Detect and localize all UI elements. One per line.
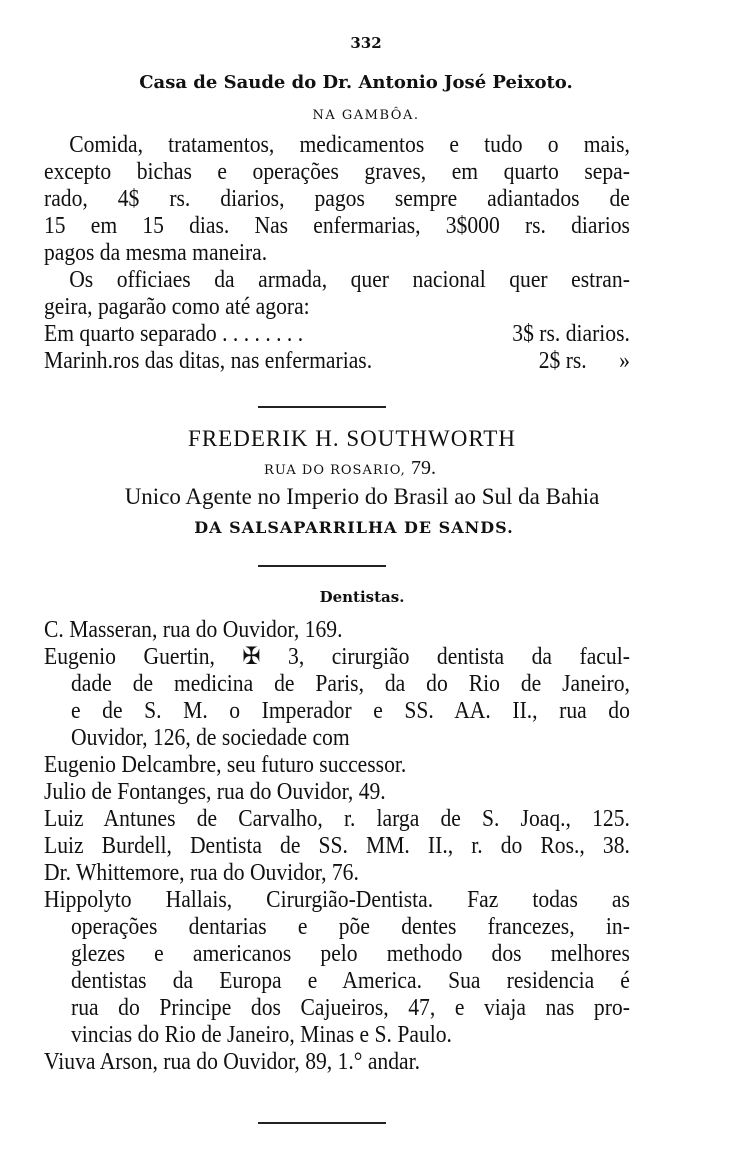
list-item-cont: rua do Principe dos Cajueiros, 47, e viaja nas pro- (71, 995, 630, 1021)
street: RUA DO ROSARIO, (264, 463, 406, 478)
divider (258, 565, 386, 567)
list-item-cont: dade de medicina de Paris, da do Rio de Janeiro, (71, 671, 630, 697)
southworth-product: DA SALSAPARRILHA DE SANDS. (194, 518, 514, 537)
casa-subtitle: NA GAMBÔA. (312, 108, 420, 123)
page-number: 332 (350, 34, 382, 52)
street-number: 79. (410, 457, 436, 479)
divider (258, 1122, 386, 1124)
text-line: Os officiaes da armada, quer nacional quer estran- (69, 267, 630, 293)
list-item: C. Masseran, rua do Ouvidor, 169. (44, 617, 343, 643)
list-item: Luiz Burdell, Dentista de SS. MM. II., r. do Ros., 38. (44, 833, 630, 859)
dentistas-heading: Dentistas. (319, 588, 405, 606)
list-item-cont: Ouvidor, 126, de sociedade com (71, 725, 350, 751)
list-item: Luiz Antunes de Carvalho, r. larga de S. Joaq., 125. (44, 806, 630, 832)
list-item: Dr. Whittemore, rua do Ouvidor, 76. (44, 860, 359, 886)
rate-value: 2$ rs. » (538, 348, 630, 374)
text-line: geira, pagarão como até agora: (44, 294, 310, 320)
text-line: Comida, tratamentos, medicamentos e tudo o mais, (69, 132, 630, 158)
list-item: Hippolyto Hallais, Cirurgião-Dentista. Faz todas as (44, 887, 630, 913)
list-item: Julio de Fontanges, rua do Ouvidor, 49. (44, 779, 386, 805)
rate-row (44, 348, 630, 375)
text-line: excepto bichas e operações graves, em quarto sepa- (44, 159, 630, 185)
rate-label: Em quarto separado . . . . . . . . (44, 321, 304, 347)
text-line: 15 em 15 dias. Nas enfermarias, 3$000 rs. diarios (44, 213, 630, 239)
rate-label: Marinh.ros das ditas, nas enfermarias. (44, 348, 373, 374)
rate-value: 3$ rs. diarios. (512, 321, 630, 347)
list-item-cont: e de S. M. o Imperador e SS. AA. II., rua do (71, 698, 630, 724)
casa-paragraph (44, 132, 630, 375)
list-item: Eugenio Delcambre, seu futuro successor. (44, 752, 407, 778)
southworth-name: FREDERIK H. SOUTHWORTH (188, 426, 516, 451)
list-item: Eugenio Guertin, ✠ 3, cirurgião dentista da facul- (44, 644, 630, 670)
list-item-cont: operações dentarias e põe dentes francezes, in- (71, 914, 630, 940)
text-line: rado, 4$ rs. diarios, pagos sempre adiantados de (44, 186, 630, 212)
list-item-cont: vincias do Rio de Janeiro, Minas e S. Paulo. (71, 1022, 452, 1048)
casa-title: Casa de Saude do Dr. Antonio José Peixoto. (139, 72, 573, 93)
list-item: Viuva Arson, rua do Ouvidor, 89, 1.° andar. (44, 1049, 421, 1075)
list-item-cont: dentistas da Europa e America. Sua residencia é (71, 968, 630, 994)
list-item-cont: glezes e americanos pelo methodo dos melhores (71, 941, 630, 967)
dentistas-list (44, 617, 630, 1076)
text-line: pagos da mesma maneira. (44, 240, 268, 266)
divider (258, 406, 386, 408)
rate-row (44, 321, 630, 348)
southworth-address (0, 457, 718, 480)
southworth-line: Unico Agente no Imperio do Brasil ao Sul da Bahia (124, 484, 600, 509)
